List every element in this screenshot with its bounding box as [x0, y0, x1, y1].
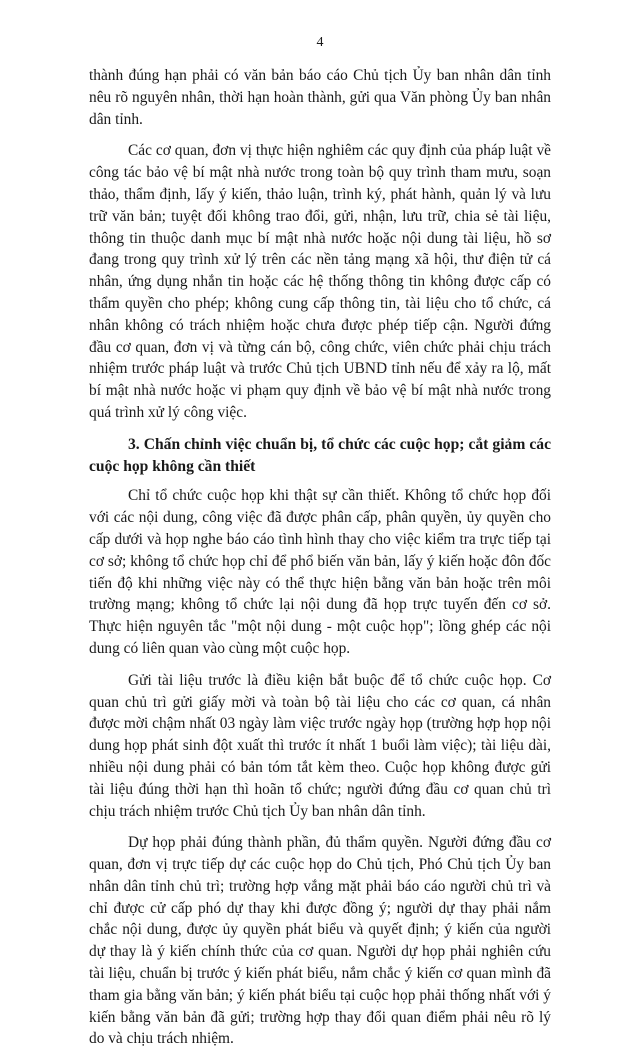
- paragraph-meeting-necessity: Chỉ tổ chức cuộc họp khi thật sự cần thiết. Không tổ chức họp đối với các nội dung, công việc đã được phân cấp, phân quyền, ủy quyền cho cấp dưới và họp nghe báo cáo tình hình thay cho việc kiểm tra trực tiếp tại cơ sở; không tổ chức họp chỉ để phổ biến văn bản, lấy ý kiến hoặc đôn đốc tiến độ khi những việc này có thể thực hiện bằng văn bản hoặc trên môi trường mạng; không tổ chức lại nội dung đã họp trực tuyến đến cơ sở. Thực hiện nguyên tắc "một nội dung - một cuộc họp"; lồng ghép các nội dung có liên quan vào cùng một cuộc họp.: [89, 487, 551, 657]
- page-number: 4: [316, 35, 324, 50]
- paragraph-meeting-documents: Gửi tài liệu trước là điều kiện bắt buộc để tổ chức cuộc họp. Cơ quan chủ trì gửi giấy mời và toàn bộ tài liệu cho các cơ quan, cá nhân được mời chậm nhất 03 ngày làm việc trước ngày họp (trường hợp họp nội dung họp phát sinh đột xuất thì trước ít nhất 1 buổi làm việc); tài liệu dài, nhiều nội dung phải có bản tóm tắt kèm theo. Cuộc họp không được gửi tài liệu đúng thời hạn thì hoãn tổ chức; người đứng đầu cơ quan chủ trì chịu trách nhiệm trước Chủ tịch Ủy ban nhân dân tỉnh.: [89, 671, 551, 820]
- paragraph-meeting-attendance: Dự họp phải đúng thành phần, đủ thẩm quyền. Người đứng đầu cơ quan, đơn vị trực tiếp dự các cuộc họp do Chủ tịch, Phó Chủ tịch Ủy ban nhân dân tỉnh chủ trì; trường hợp vắng mặt phải báo cáo người chủ trì và chỉ được cử cấp phó dự thay khi được đồng ý; người dự thay phải nắm chắc nội dung, được ủy quyền phát biểu và quyết định; ý kiến của người dự thay là ý kiến chính thức của cơ quan. Người dự họp phải nghiên cứu tài liệu, chuẩn bị trước ý kiến phát biểu, nắm chắc ý kiến cơ quan mình đã tham gia bằng văn bản; ý kiến phát biểu tại cuộc họp phải thống nhất với ý kiến bằng văn bản đã gửi; trường hợp thay đổi quan điểm phải nêu rõ lý do và chịu trách nhiệm.: [89, 834, 551, 1048]
- section-heading-meetings: 3. Chấn chỉnh việc chuẩn bị, tổ chức các cuộc họp; cắt giảm các cuộc họp không cần thiết: [89, 435, 551, 475]
- paragraph-continuation: thành đúng hạn phải có văn bản báo cáo Chủ tịch Ủy ban nhân dân tỉnh nêu rõ nguyên nhân, thời hạn hoàn thành, gửi qua Văn phòng Ủy ban nhân dân tỉnh.: [89, 67, 551, 128]
- paragraph-state-secrets: Các cơ quan, đơn vị thực hiện nghiêm các quy định của pháp luật về công tác bảo vệ bí mật nhà nước trong toàn bộ quy trình tham mưu, soạn thảo, thẩm định, lấy ý kiến, thảo luận, trình ký, phát hành, quản lý và lưu trữ văn bản; tuyệt đối không trao đổi, gửi, nhận, lưu trữ, chia sẻ tài liệu, thông tin thuộc danh mục bí mật nhà nước hoặc nội dung tài liệu, hồ sơ đang trong quy trình xử lý trên các nền tảng mạng xã hội, thư điện tử cá nhân, ứng dụng nhắn tin hoặc các hệ thống thông tin không được cấp có thẩm quyền cho phép; không cung cấp thông tin, tài liệu cho tổ chức, cá nhân không có trách nhiệm hoặc chưa được phép tiếp cận. Người đứng đầu cơ quan, đơn vị và từng cán bộ, công chức, viên chức phải chịu trách nhiệm trước pháp luật và trước Chủ tịch UBND tỉnh nếu để xảy ra lộ, mất bí mật nhà nước hoặc vi phạm quy định về bảo vệ bí mật nhà nước trong quá trình xử lý công việc.: [89, 142, 551, 421]
